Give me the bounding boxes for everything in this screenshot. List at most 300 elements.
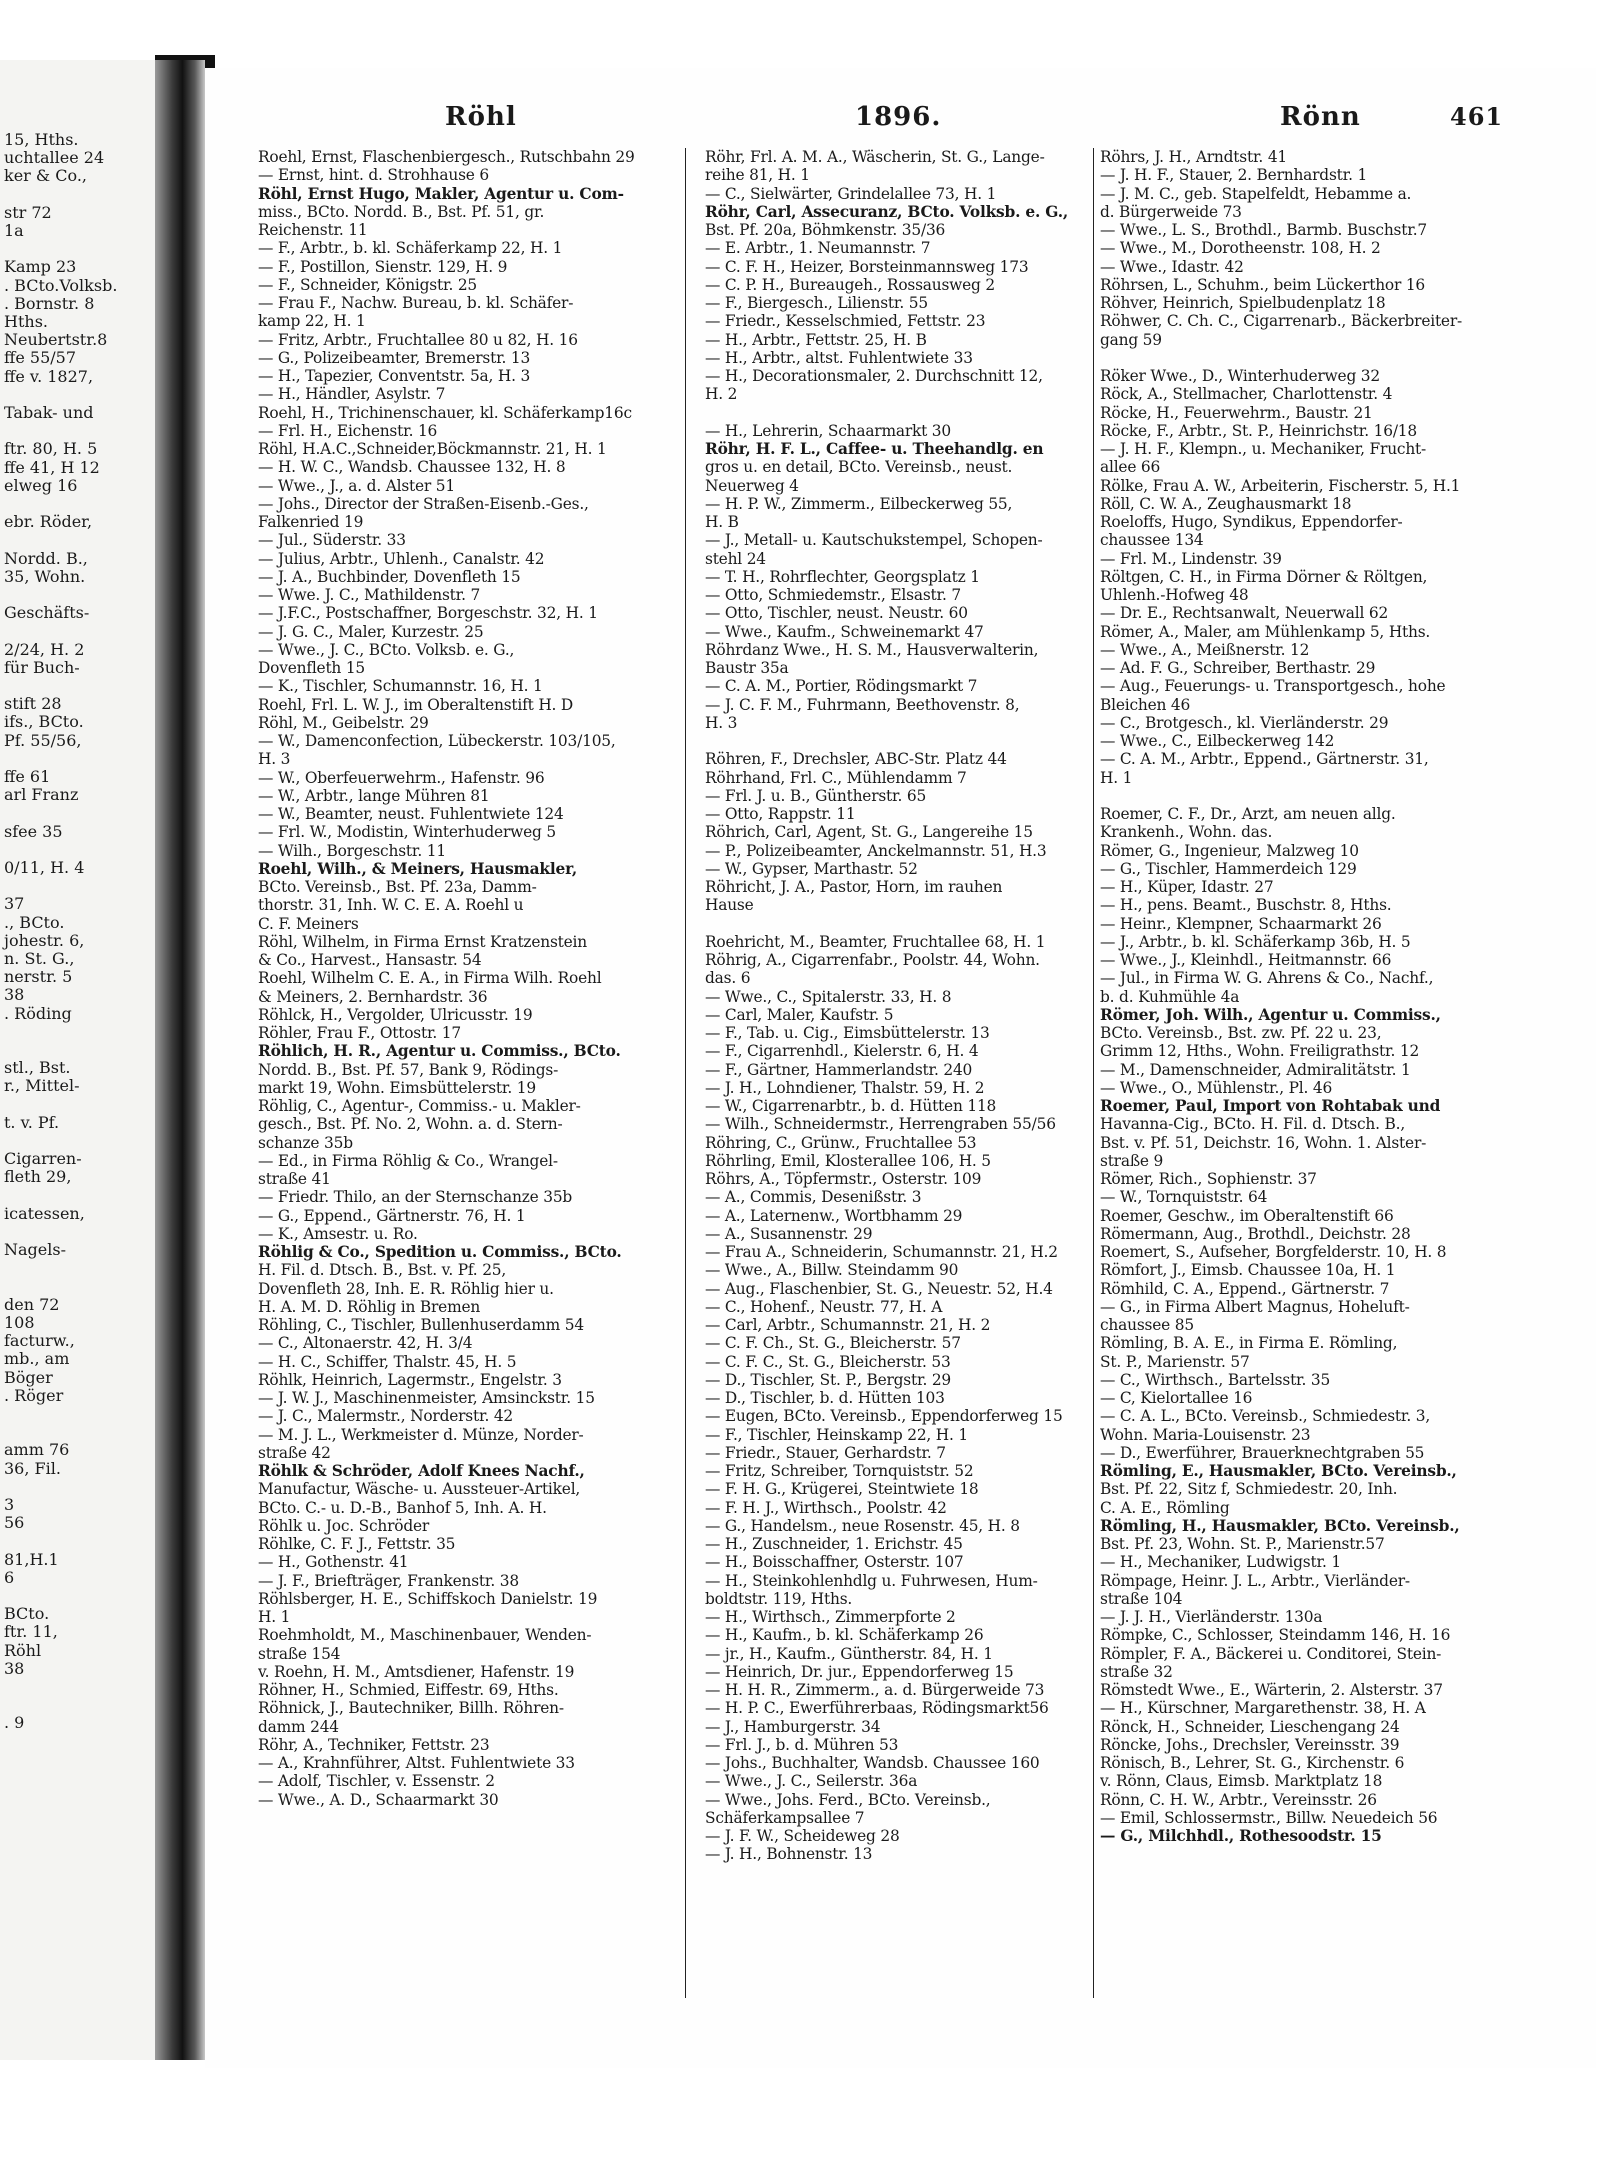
directory-entry: C. F. Meiners [258,914,359,933]
directory-entry: chaussee 134 [1100,531,1204,550]
directory-entry: Schäferkampsallee 7 [705,1808,865,1827]
directory-entry: Röhner, H., Schmied, Eiffestr. 69, Hths. [258,1681,559,1699]
directory-entry: — A., Laternenw., Wortbhamm 29 [705,1206,963,1225]
directory-entry: Roemert, S., Aufseher, Borgfelderstr. 10, H. 8 [1100,1243,1447,1261]
directory-entry: — Wwe., A. D., Schaarmarkt 30 [258,1790,499,1809]
left-page-text: 6 [4,1567,15,1587]
directory-entry: — Wilh., Schneidermstr., Herrengraben 55/56 [705,1115,1056,1134]
directory-entry: Manufactur, Wäsche- u. Aussteuer-Artikel, [258,1480,581,1499]
directory-entry: — Wwe., C., Spitalerstr. 33, H. 8 [705,987,952,1006]
directory-entry: — jr., H., Kaufm., Güntherstr. 84, H. 1 [705,1644,993,1663]
directory-entry: — Adolf, Tischler, v. Essenstr. 2 [258,1772,495,1791]
directory-entry: Röll, C. W. A., Zeughausmarkt 18 [1100,494,1352,513]
running-head-year: 1896. [855,102,942,132]
left-page-text: . Bornstr. 8 [4,293,95,313]
directory-entry: BCto. Vereinsb., Bst. Pf. 23a, Damm- [258,878,537,896]
directory-entry: — C. F. H., Heizer, Borsteinmannsweg 173 [705,257,1029,276]
directory-entry: Röltgen, C. H., in Firma Dörner & Röltgen, [1100,567,1428,586]
directory-entry: Röhlk & Schröder, Adolf Knees Nachf., [258,1462,585,1480]
left-page-text: 56 [4,1513,25,1533]
directory-entry: Röhring, C., Grünw., Fruchtallee 53 [705,1133,977,1152]
directory-entry: — J. H., Bohnenstr. 13 [705,1845,873,1864]
directory-entry: Roemer, Paul, Import von Rohtabak und [1100,1097,1441,1115]
directory-entry: — H. W. C., Wandsb. Chaussee 132, H. 8 [258,458,566,477]
directory-entry: Bst. v. Pf. 51, Deichstr. 16, Wohn. 1. Alster- [1100,1133,1427,1152]
column-3 [1100,148,1510,1845]
directory-entry: allee 66 [1100,458,1161,477]
directory-entry: Römfort, J., Eimsb. Chaussee 10a, H. 1 [1100,1261,1396,1280]
directory-entry: Wohn. Maria-Louisenstr. 23 [1100,1425,1311,1444]
directory-entry: Roehl, Ernst, Flaschenbiergesch., Rutschbahn 29 [258,148,635,166]
directory-entry: Röhr, Frl. A. M. A., Wäscherin, St. G., Lange- [705,148,1045,166]
directory-entry: — K., Tischler, Schumannstr. 16, H. 1 [258,677,543,696]
directory-entry: — H. H. R., Zimmerm., a. d. Bürgerweide 73 [705,1681,1045,1699]
directory-entry: — W., Damenconfection, Lübeckerstr. 103/105, [258,732,616,750]
directory-entry: — A., Commis, Desenißstr. 3 [705,1188,922,1207]
directory-entry: — C, Kielortallee 16 [1100,1389,1253,1407]
left-page-text: 36, Fil. [4,1458,61,1478]
directory-entry: — Frau F., Nachw. Bureau, b. kl. Schäfer- [258,294,574,312]
directory-entry: H. 1 [1100,768,1133,787]
directory-entry: — H., Kaufm., b. kl. Schäferkamp 26 [705,1626,984,1645]
directory-entry: thorstr. 31, Inh. W. C. E. A. Roehl u [258,896,524,915]
left-page-text: 37 [4,894,25,914]
directory-entry: boldtstr. 119, Hths. [705,1589,853,1608]
directory-entry: — K., Amsestr. u. Ro. [258,1224,418,1243]
book-spine [155,60,205,2060]
column-1 [258,148,668,1809]
directory-entry: — C. A. M., Portier, Rödingsmarkt 7 [705,677,978,696]
directory-entry: — W., Beamter, neust. Fuhlentwiete 124 [258,805,564,823]
directory-entry: H. 3 [258,750,291,769]
directory-entry: Roehl, H., Trichinenschauer, kl. Schäferkamp16c [258,403,632,422]
directory-entry: Röhrig, A., Cigarrenfabr., Poolstr. 44, Wohn. [705,951,1040,969]
left-page-text: Böger [4,1367,53,1387]
directory-entry: & Meiners, 2. Bernhardstr. 36 [258,987,488,1006]
directory-entry: Röhwer, C. Ch. C., Cigarrenarb., Bäckerbreiter- [1100,312,1462,331]
directory-entry: — H., pens. Beamt., Buschstr. 8, Hths. [1100,896,1392,915]
directory-entry: — H., Lehrerin, Schaarmarkt 30 [705,421,951,440]
left-page-text: BCto. [4,1604,50,1624]
directory-entry: — Aug., Feuerungs- u. Transportgesch., hohe [1100,677,1446,696]
directory-entry: — Dr. E., Rechtsanwalt, Neuerwall 62 [1100,604,1389,623]
left-page-fragment [0,60,160,2060]
directory-entry: Baustr 35a [705,659,789,677]
directory-entry: — H., Gothenstr. 41 [258,1553,409,1572]
directory-entry: — Friedr. Thilo, an der Sternschanze 35b [258,1188,573,1207]
directory-entry: Roeloffs, Hugo, Syndikus, Eppendorfer- [1100,513,1403,531]
directory-entry: — Otto, Rappstr. 11 [705,805,856,823]
left-page-text: Neubertstr.8 [4,330,108,350]
directory-entry: — Aug., Flaschenbier, St. G., Neuestr. 52, H.4 [705,1279,1053,1298]
directory-entry: — T. H., Rohrflechter, Georgsplatz 1 [705,567,980,586]
left-page-text: 0/11, H. 4 [4,858,85,877]
directory-entry: — Ad. F. G., Schreiber, Berthastr. 29 [1100,659,1376,677]
directory-entry [705,404,1095,422]
directory-entry: Neuerweg 4 [705,476,799,495]
directory-entry: — G., Handelsm., neue Rosenstr. 45, H. 8 [705,1516,1020,1535]
directory-entry: — Frl. W., Modistin, Winterhuderweg 5 [258,823,556,842]
left-page-text: 3 [4,1495,15,1514]
left-page-text: 35, Wohn. [4,566,86,586]
directory-entry: Röhl, H.A.C.,Schneider,Böckmannstr. 21, H. 1 [258,440,607,458]
directory-entry: — Carl, Maler, Kaufstr. 5 [705,1005,894,1024]
directory-entry: Bleichen 46 [1100,695,1191,714]
directory-entry: Röck, A., Stellmacher, Charlottenstr. 4 [1100,385,1393,404]
directory-entry: — Wwe., Kaufm., Schweinemarkt 47 [705,622,984,641]
directory-entry: Römling, E., Hausmakler, BCto. Vereinsb., [1100,1462,1457,1480]
directory-entry: Roehricht, M., Beamter, Fruchtallee 68, H. 1 [705,932,1046,951]
directory-entry: Röhr, Carl, Assecuranz, BCto. Volksb. e. G., [705,202,1069,221]
directory-entry: — H., Tapezier, Conventstr. 5a, H. 3 [258,367,531,385]
directory-entry: d. Bürgerweide 73 [1100,202,1242,221]
directory-entry: Röhlke, C. F. J., Fettstr. 35 [258,1535,456,1553]
directory-entry: stehl 24 [705,549,766,568]
directory-entry: — Fritz, Arbtr., Fruchtallee 80 u 82, H. 16 [258,330,578,349]
directory-entry: Röhrsen, L., Schuhm., beim Lückerthor 16 [1100,275,1426,294]
page-number: 461 [1450,102,1504,131]
left-page-text: ker & Co., [4,166,87,186]
left-page-text: sfee 35 [4,821,63,841]
directory-entry: — W., Arbtr., lange Mühren 81 [258,786,490,805]
directory-entry: — H. P. W., Zimmerm., Eilbeckerweg 55, [705,494,1013,513]
directory-entry: — Wwe., J., Kleinhdl., Heitmannstr. 66 [1100,951,1392,969]
directory-entry: — J. H. F., Klempn., u. Mechaniker, Frucht- [1100,440,1427,458]
left-page-text: n. St. G., [4,949,75,968]
directory-entry: gros u. en detail, BCto. Vereinsb., neust. [705,458,1013,477]
directory-entry: — F., Cigarrenhdl., Kielerstr. 6, H. 4 [705,1042,979,1061]
column-rule [685,148,686,1998]
directory-entry: — J. F. W., Scheideweg 28 [705,1827,900,1845]
directory-entry: — C., Altonaerstr. 42, H. 3/4 [258,1334,473,1353]
left-page-text: 38 [4,1658,25,1678]
directory-entry: Röhlig, C., Agentur-, Commiss.- u. Makler- [258,1097,581,1115]
directory-entry: v. Roehn, H. M., Amtsdiener, Hafenstr. 19 [258,1662,575,1681]
directory-entry: Roemer, Geschw., im Oberaltenstift 66 [1100,1206,1394,1225]
directory-entry: — Eugen, BCto. Vereinsb., Eppendorferweg 15 [705,1407,1063,1426]
directory-entry: — Wwe., J. C., Seilerstr. 36a [705,1772,918,1791]
directory-entry: straße 154 [258,1644,341,1663]
directory-entry: Röhrich, Carl, Agent, St. G., Langereihe 15 [705,823,1033,842]
directory-entry: Rönn, C. H. W., Arbtr., Vereinsstr. 26 [1100,1790,1377,1809]
left-page-text: mb., am [4,1349,70,1369]
directory-entry: — Frl. H., Eichenstr. 16 [258,421,438,440]
left-page-text: . Röger [4,1385,64,1405]
directory-entry: chaussee 85 [1100,1316,1194,1334]
directory-entry: — Wwe., A., Billw. Steindamm 90 [705,1261,959,1280]
directory-entry: Grimm 12, Hths., Wohn. Freiligrathstr. 12 [1100,1042,1420,1061]
directory-entry: — J. H. F., Stauer, 2. Bernhardstr. 1 [1100,166,1368,185]
directory-entry: — Heinr., Klempner, Schaarmarkt 26 [1100,914,1382,933]
directory-entry: — C. F. C., St. G., Bleicherstr. 53 [705,1352,951,1371]
directory-entry: — J. H., Lohndiener, Thalstr. 59, H. 2 [705,1078,985,1097]
directory-entry: — D., Tischler, b. d. Hütten 103 [705,1389,945,1407]
column-2 [705,148,1095,1864]
directory-entry: H. 1 [258,1608,291,1626]
directory-entry: Röhl, Ernst Hugo, Makler, Agentur u. Com- [258,184,624,203]
directory-entry: Röhling, C., Tischler, Bullenhuserdamm 54 [258,1316,584,1334]
directory-entry: — Julius, Arbtr., Uhlenh., Canalstr. 42 [258,549,545,568]
left-page-text: Pf. 55/56, [4,730,82,750]
directory-entry: — Wilh., Borgeschstr. 11 [258,841,446,860]
left-page-text: ifs., BCto. [4,712,84,732]
directory-entry: b. d. Kuhmühle 4a [1100,987,1240,1006]
directory-entry: — H., Arbtr., altst. Fuhlentwiete 33 [705,348,973,367]
directory-entry: damm 244 [258,1717,339,1736]
directory-entry: — J. A., Buchbinder, Dovenfleth 15 [258,567,521,586]
directory-entry: — C., Wirthsch., Bartelsstr. 35 [1100,1370,1331,1389]
left-page-text: für Buch- [4,657,80,677]
directory-entry: — F., Gärtner, Hammerlandstr. 240 [705,1060,973,1079]
left-page-text: ffe v. 1827, [4,366,94,386]
directory-entry: — J. W. J., Maschinenmeister, Amsinckstr. 15 [258,1389,595,1407]
directory-entry: — J., Hamburgerstr. 34 [705,1717,881,1736]
directory-entry: — Emil, Schlossermstr., Billw. Neuedeich 56 [1100,1808,1438,1827]
directory-entry: — W., Gypser, Marthastr. 52 [705,859,918,878]
directory-entry: H. B [705,513,739,531]
directory-entry: Römhild, C. A., Eppend., Gärtnerstr. 7 [1100,1279,1390,1298]
directory-entry: Röhlich, H. R., Agentur u. Commiss., BCto. [258,1042,621,1061]
directory-entry: & Co., Harvest., Hansastr. 54 [258,951,482,969]
directory-entry: — Wwe., A., Meißnerstr. 12 [1100,640,1310,659]
directory-entry: — E. Arbtr., 1. Neumannstr. 7 [705,239,931,258]
directory-entry: — J. C., Malermstr., Norderstr. 42 [258,1407,514,1426]
directory-entry: straße 32 [1100,1662,1173,1681]
directory-entry: — F. H. J., Wirthsch., Poolstr. 42 [705,1498,947,1517]
directory-entry: H. A. M. D. Röhlig in Bremen [258,1297,481,1316]
directory-entry: gang 59 [1100,330,1162,349]
directory-entry: reihe 81, H. 1 [705,166,810,185]
directory-entry: Römer, Joh. Wilh., Agentur u. Commiss., [1100,1005,1441,1024]
directory-entry: Bst. Pf. 22, Sitz f, Schmiedestr. 20, Inh. [1100,1480,1398,1499]
directory-entry: Roehl, Wilhelm C. E. A., in Firma Wilh. Roehl [258,969,602,988]
directory-entry: Röhlk, Heinrich, Lagermstr., Engelstr. 3 [258,1370,562,1389]
directory-entry: — H., Wirthsch., Zimmerpforte 2 [705,1608,956,1626]
directory-entry: — F. H. G., Krügerei, Steintwiete 18 [705,1480,979,1499]
directory-entry: Roehl, Wilh., & Meiners, Hausmakler, [258,859,578,878]
directory-entry: — Frl. J., b. d. Mühren 53 [705,1735,899,1754]
left-page-text: Nagels- [4,1240,66,1260]
directory-entry: Bst. Pf. 23, Wohn. St. P., Marienstr.57 [1100,1535,1385,1553]
left-page-text: ffe 61 [4,767,51,786]
directory-entry: Röhrs, A., Töpfermstr., Osterstr. 109 [705,1170,982,1188]
directory-entry: Röhrs, J. H., Arndtstr. 41 [1100,148,1288,166]
directory-entry: — Johs., Buchhalter, Wandsb. Chaussee 160 [705,1754,1040,1772]
left-page-text: Nordd. B., [4,548,88,568]
left-page-text: Tabak- und [4,403,94,422]
directory-entry: — J., Metall- u. Kautschukstempel, Schopen- [705,531,1043,550]
directory-entry: — Wwe. J. C., Mathildenstr. 7 [258,586,481,604]
directory-entry: — Fritz, Schreiber, Tornquiststr. 52 [705,1462,974,1480]
left-page-text: . Röding [4,1003,72,1023]
directory-entry: Röhlck, H., Vergolder, Ulricusstr. 19 [258,1005,533,1024]
directory-entry: markt 19, Wohn. Eimsbüttelerstr. 19 [258,1078,536,1097]
directory-entry: — Wwe., M., Dorotheenstr. 108, H. 2 [1100,239,1381,258]
directory-entry: Uhlenh.-Hofweg 48 [1100,586,1249,604]
running-head-left: Röhl [445,102,517,132]
directory-entry: — Wwe., Johs. Ferd., BCto. Vereinsb., [705,1790,991,1809]
directory-entry: — C., Hohenf., Neustr. 77, H. A [705,1297,943,1316]
directory-entry: miss., BCto. Nordd. B., Bst. Pf. 51, gr. [258,202,545,221]
directory-entry: — Friedr., Kesselschmied, Fettstr. 23 [705,312,986,331]
directory-entry: Röhver, Heinrich, Spielbudenplatz 18 [1100,294,1386,312]
directory-entry: Röhrdanz Wwe., H. S. M., Hausverwalterin, [705,640,1039,659]
directory-entry: — H., Arbtr., Fettstr. 25, H. B [705,330,927,349]
directory-entry: Römling, H., Hausmakler, BCto. Vereinsb., [1100,1516,1460,1535]
left-page-text: ffe 41, H 12 [4,457,100,477]
directory-entry: Röhlsberger, H. E., Schiffskoch Danielstr. 19 [258,1589,598,1608]
directory-entry: Römer, A., Maler, am Mühlenkamp 5, Hths. [1100,622,1431,641]
directory-entry [1100,349,1510,367]
directory-entry: — Wwe., J., a. d. Alster 51 [258,476,455,495]
directory-page [205,68,1600,2068]
directory-entry: Röhl, Wilhelm, in Firma Ernst Kratzenstein [258,932,587,951]
directory-entry: Röhl, M., Geibelstr. 29 [258,713,429,732]
left-page-text: fleth 29, [4,1167,72,1187]
left-page-text: . 9 [4,1713,25,1733]
directory-entry: — J.F.C., Postschaffner, Borgeschstr. 32, H. 1 [258,604,598,623]
directory-entry: Röcke, H., Feuerwehrm., Baustr. 21 [1100,403,1373,422]
directory-entry: v. Rönn, Claus, Eimsb. Marktplatz 18 [1100,1772,1383,1791]
directory-entry: Reichenstr. 11 [258,221,368,239]
directory-entry: Römpke, C., Schlosser, Steindamm 146, H. 16 [1100,1626,1451,1645]
left-page-text: 81,H.1 [4,1549,59,1569]
directory-entry: — F., Schneider, Königstr. 25 [258,275,478,294]
directory-entry: — J. M. C., geb. Stapelfeldt, Hebamme a. [1100,184,1412,203]
directory-entry: BCto. C.- u. D.-B., Banhof 5, Inh. A. H. [258,1498,547,1517]
directory-entry: — Frl. M., Lindenstr. 39 [1100,549,1282,568]
directory-entry: — H., Decorationsmaler, 2. Durchschnitt 12, [705,367,1043,385]
directory-entry: straße 9 [1100,1151,1164,1170]
directory-entry: — Frau A., Schneiderin, Schumannstr. 21, H.2 [705,1243,1058,1261]
left-page-text: t. v. Pf. [4,1112,60,1132]
left-page-text: arl Franz [4,785,79,805]
directory-entry: das. 6 [705,969,751,988]
directory-entry: — F., Tab. u. Cig., Eimsbüttelerstr. 13 [705,1024,990,1042]
directory-entry: — C. P. H., Bureaugeh., Rossausweg 2 [705,275,995,294]
directory-entry: — C., Brotgesch., kl. Vierländerstr. 29 [1100,713,1389,732]
directory-entry: — G., in Firma Albert Magnus, Hoheluft- [1100,1297,1410,1316]
directory-entry: — Jul., Süderstr. 33 [258,531,406,550]
left-page-text: 1a [4,221,24,240]
directory-entry: St. P., Marienstr. 57 [1100,1352,1250,1371]
directory-entry: — Ed., in Firma Röhlig & Co., Wrangel- [258,1151,558,1170]
directory-entry: Roehl, Frl. L. W. J., im Oberaltenstift H. D [258,695,574,714]
directory-entry [705,732,1095,750]
directory-entry: — Ernst, hint. d. Strohhause 6 [258,166,489,185]
directory-entry: straße 41 [258,1170,331,1188]
directory-entry: Röhler, Frau F., Ottostr. 17 [258,1024,461,1042]
directory-entry: BCto. Vereinsb., Bst. zw. Pf. 22 u. 23, [1100,1024,1382,1042]
directory-entry: Römstedt Wwe., E., Wärterin, 2. Alsterstr. 37 [1100,1681,1443,1699]
directory-entry: — J. C. F. M., Fuhrmann, Beethovenstr. 8, [705,695,1020,714]
directory-entry: — Johs., Director der Straßen-Eisenb.-Ges., [258,494,589,513]
left-page-text: 108 [4,1313,35,1332]
left-page-text: str 72 [4,202,52,222]
directory-entry: — Heinrich, Dr. jur., Eppendorferweg 15 [705,1662,1014,1681]
directory-entry: Röcke, F., Arbtr., St. P., Heinrichstr. 16/18 [1100,421,1417,440]
directory-entry: Roehmholdt, M., Maschinenbauer, Wenden- [258,1626,592,1645]
directory-entry: — G., Eppend., Gärtnerstr. 76, H. 1 [258,1206,526,1225]
directory-entry: gesch., Bst. Pf. No. 2, Wohn. a. d. Stern- [258,1115,563,1134]
directory-entry: — C., Sielwärter, Grindelallee 73, H. 1 [705,184,997,203]
running-head-right: Rönn [1280,102,1361,132]
directory-entry: — Wwe., O., Mühlenstr., Pl. 46 [1100,1078,1333,1097]
directory-entry: — C. F. Ch., St. G., Bleicherstr. 57 [705,1334,961,1353]
directory-entry: Römpage, Heinr. J. L., Arbtr., Vierländer- [1100,1571,1410,1590]
directory-entry: Röhrhand, Frl. C., Mühlendamm 7 [705,768,967,787]
left-page-text: uchtallee 24 [4,148,105,168]
directory-entry: — Friedr., Stauer, Gerhardstr. 7 [705,1443,946,1462]
left-page-text: facturw., [4,1331,75,1351]
directory-entry: — H., Mechaniker, Ludwigstr. 1 [1100,1553,1341,1572]
directory-entry: Falkenried 19 [258,513,364,531]
left-page-text: ftr. 11, [4,1622,58,1642]
directory-entry: — Wwe., J. C., BCto. Volksb. e. G., [258,640,515,659]
directory-entry: — H., Zuschneider, 1. Erichstr. 45 [705,1535,963,1553]
directory-entry [705,915,1095,933]
left-page-text: 38 [4,985,25,1005]
directory-entry: — Wwe., L. S., Brothdl., Barmb. Buschstr.7 [1100,221,1427,239]
directory-entry: Römer, Rich., Sophienstr. 37 [1100,1170,1317,1188]
directory-entry: Röhricht, J. A., Pastor, Horn, im rauhen [705,878,1003,896]
directory-entry: — C. A. M., Arbtr., Eppend., Gärtnerstr. 31, [1100,750,1429,769]
directory-entry: H. Fil. d. Dtsch. B., Bst. v. Pf. 25, [258,1261,507,1280]
left-page-text: ffe 55/57 [4,348,77,368]
directory-entry: — M. J. L., Werkmeister d. Münze, Norder- [258,1425,584,1444]
directory-entry: — F., Biergesch., Lilienstr. 55 [705,294,928,312]
directory-entry: — P., Polizeibeamter, Anckelmannstr. 51, H.3 [705,841,1047,860]
page-edge [1596,0,1600,2177]
directory-entry: kamp 22, H. 1 [258,312,366,331]
directory-entry: Röhr, A., Techniker, Fettstr. 23 [258,1735,490,1754]
directory-entry: Krankenh., Wohn. das. [1100,823,1273,842]
left-page-text: den 72 [4,1294,60,1314]
directory-entry: — F., Tischler, Heinskamp 22, H. 1 [705,1425,969,1444]
directory-entry: Rölke, Frau A. W., Arbeiterin, Fischerstr. 5, H.1 [1100,476,1461,495]
directory-entry [1100,787,1510,805]
directory-entry: Römpler, F. A., Bäckerei u. Conditorei, Stein- [1100,1644,1442,1663]
directory-entry: — H., Küper, Idastr. 27 [1100,878,1274,896]
directory-entry: H. 3 [705,713,738,732]
directory-entry: Römermann, Aug., Brothdl., Deichstr. 28 [1100,1224,1411,1243]
directory-entry: — Jul., in Firma W. G. Ahrens & Co., Nachf., [1100,969,1434,988]
directory-entry: Röhlig & Co., Spedition u. Commiss., BCto. [258,1243,622,1261]
directory-entry: Röncke, Johs., Drechsler, Vereinsstr. 39 [1100,1735,1400,1754]
directory-entry: — Wwe., Idastr. 42 [1100,257,1244,276]
directory-entry: — C. A. L., BCto. Vereinsb., Schmiedestr. 3, [1100,1407,1431,1426]
left-page-text: icatessen, [4,1203,85,1223]
directory-entry: Römer, G., Ingenieur, Malzweg 10 [1100,841,1359,860]
directory-entry: — F., Postillon, Sienstr. 129, H. 9 [258,257,508,276]
directory-entry: — Carl, Arbtr., Schumannstr. 21, H. 2 [705,1316,991,1334]
left-page-text: ebr. Röder, [4,512,93,532]
directory-entry: Röhren, F., Drechsler, ABC-Str. Platz 44 [705,750,1007,769]
directory-entry: Röker Wwe., D., Winterhuderweg 32 [1100,367,1380,385]
directory-entry: — J. G. C., Maler, Kurzestr. 25 [258,622,484,641]
directory-entry: — Frl. J. u. B., Güntherstr. 65 [705,786,927,805]
directory-entry: Hause [705,896,754,915]
left-page-text: ftr. 80, H. 5 [4,439,98,459]
left-page-text: Hths. [4,312,48,331]
directory-entry: Rönck, H., Schneider, Lieschengang 24 [1100,1717,1400,1736]
left-page-text: r., Mittel- [4,1076,80,1096]
directory-entry: — M., Damenschneider, Admiralitätstr. 1 [1100,1060,1411,1079]
page-header [205,68,1600,138]
directory-entry: C. A. E., Römling [1100,1498,1230,1517]
directory-entry: Roemer, C. F., Dr., Arzt, am neuen allg. [1100,805,1396,823]
directory-entry: — J., Arbtr., b. kl. Schäferkamp 36b, H. 5 [1100,932,1411,951]
